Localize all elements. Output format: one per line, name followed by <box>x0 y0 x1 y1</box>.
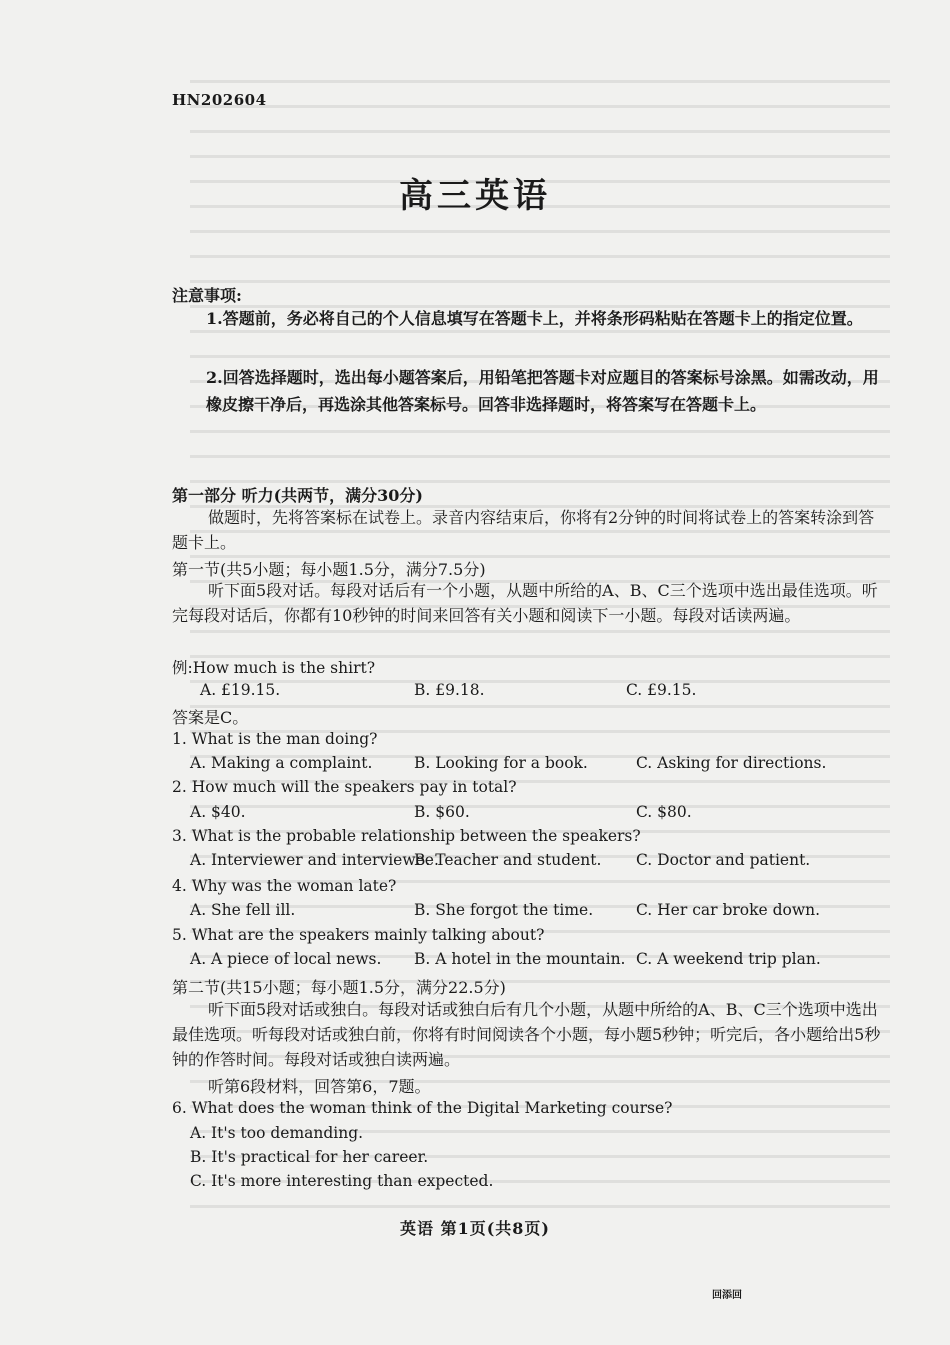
question-4: 4. Why was the woman late? <box>172 877 397 895</box>
q1-option-a: A. Making a complaint. <box>190 754 373 772</box>
example-option-b: B. £9.18. <box>414 681 485 699</box>
part1-intro: 做题时，先将答案标在试卷上。录音内容结束后，你将有2分钟的时间将试卷上的答案转涂到答题卡上。 <box>172 508 875 552</box>
question-1: 1. What is the man doing? <box>172 730 378 748</box>
corner-mark: 回添回 <box>712 1290 742 1301</box>
example-answer: 答案是C。 <box>172 708 249 727</box>
exam-code: HN202604 <box>172 91 267 109</box>
material-6-heading: 听第6段材料，回答第6，7题。 <box>208 1077 431 1096</box>
q6-option-b: B. It's practical for her career. <box>190 1148 429 1166</box>
question-6: 6. What does the woman think of the Digital Marketing course? <box>172 1099 673 1117</box>
q3-option-a: A. Interviewer and interviewee. <box>190 851 439 869</box>
section2-intro: 听下面5段对话或独白。每段对话或独白后有几个小题，从题中所给的A、B、C三个选项中选出最佳选项。听每段对话或独白前，你将有时间阅读各个小题，每小题5秒钟；听完后，各小题给出5秒钟的作答时间。每段对话或独白读两遍。 <box>172 1000 881 1069</box>
q4-option-a: A. She fell ill. <box>190 901 296 919</box>
q3-option-c: C. Doctor and patient. <box>636 851 811 869</box>
q3-option-b: B. Teacher and student. <box>414 851 602 869</box>
question-5: 5. What are the speakers mainly talking about? <box>172 926 545 944</box>
example-question: 例:How much is the shirt? <box>172 659 376 677</box>
question-2: 2. How much will the speakers pay in total? <box>172 778 517 796</box>
q2-option-c: C. $80. <box>636 803 692 821</box>
part1-heading: 第一部分 听力(共两节，满分30分) <box>172 486 423 505</box>
q5-option-c: C. A weekend trip plan. <box>636 950 821 968</box>
notice-item-1: 1.答题前，务必将自己的个人信息填写在答题卡上，并将条形码粘贴在答题卡上的指定位置。 <box>206 309 863 328</box>
page-footer: 英语 第1页(共8页) <box>400 1219 550 1238</box>
q1-option-b: B. Looking for a book. <box>414 754 588 772</box>
section1-heading: 第一节(共5小题；每小题1.5分，满分7.5分) <box>172 560 486 579</box>
notice-heading: 注意事项: <box>172 286 242 305</box>
q1-option-c: C. Asking for directions. <box>636 754 827 772</box>
notice-item-2: 2.回答选择题时，选出每小题答案后，用铅笔把答题卡对应题目的答案标号涂黑。如需改动，用橡皮擦干净后，再选涂其他答案标号。回答非选择题时，将答案写在答题卡上。 <box>206 368 879 414</box>
q5-option-b: B. A hotel in the mountain. <box>414 950 626 968</box>
example-option-a: A. £19.15. <box>200 681 281 699</box>
q2-option-b: B. $60. <box>414 803 470 821</box>
q5-option-a: A. A piece of local news. <box>190 950 382 968</box>
example-option-c: C. £9.15. <box>626 681 697 699</box>
q6-option-a: A. It's too demanding. <box>190 1124 364 1142</box>
question-3: 3. What is the probable relationship between the speakers? <box>172 827 641 845</box>
q2-option-a: A. $40. <box>190 803 246 821</box>
section1-intro: 听下面5段对话。每段对话后有一个小题，从题中所给的A、B、C三个选项中选出最佳选项。听完每段对话后，你都有10秒钟的时间来回答有关小题和阅读下一小题。每段对话读两遍。 <box>172 581 878 625</box>
q4-option-c: C. Her car broke down. <box>636 901 821 919</box>
q4-option-b: B. She forgot the time. <box>414 901 594 919</box>
page-title: 高三英语 <box>399 176 551 216</box>
section2-heading: 第二节(共15小题；每小题1.5分，满分22.5分) <box>172 978 506 997</box>
q6-option-c: C. It's more interesting than expected. <box>190 1172 494 1190</box>
